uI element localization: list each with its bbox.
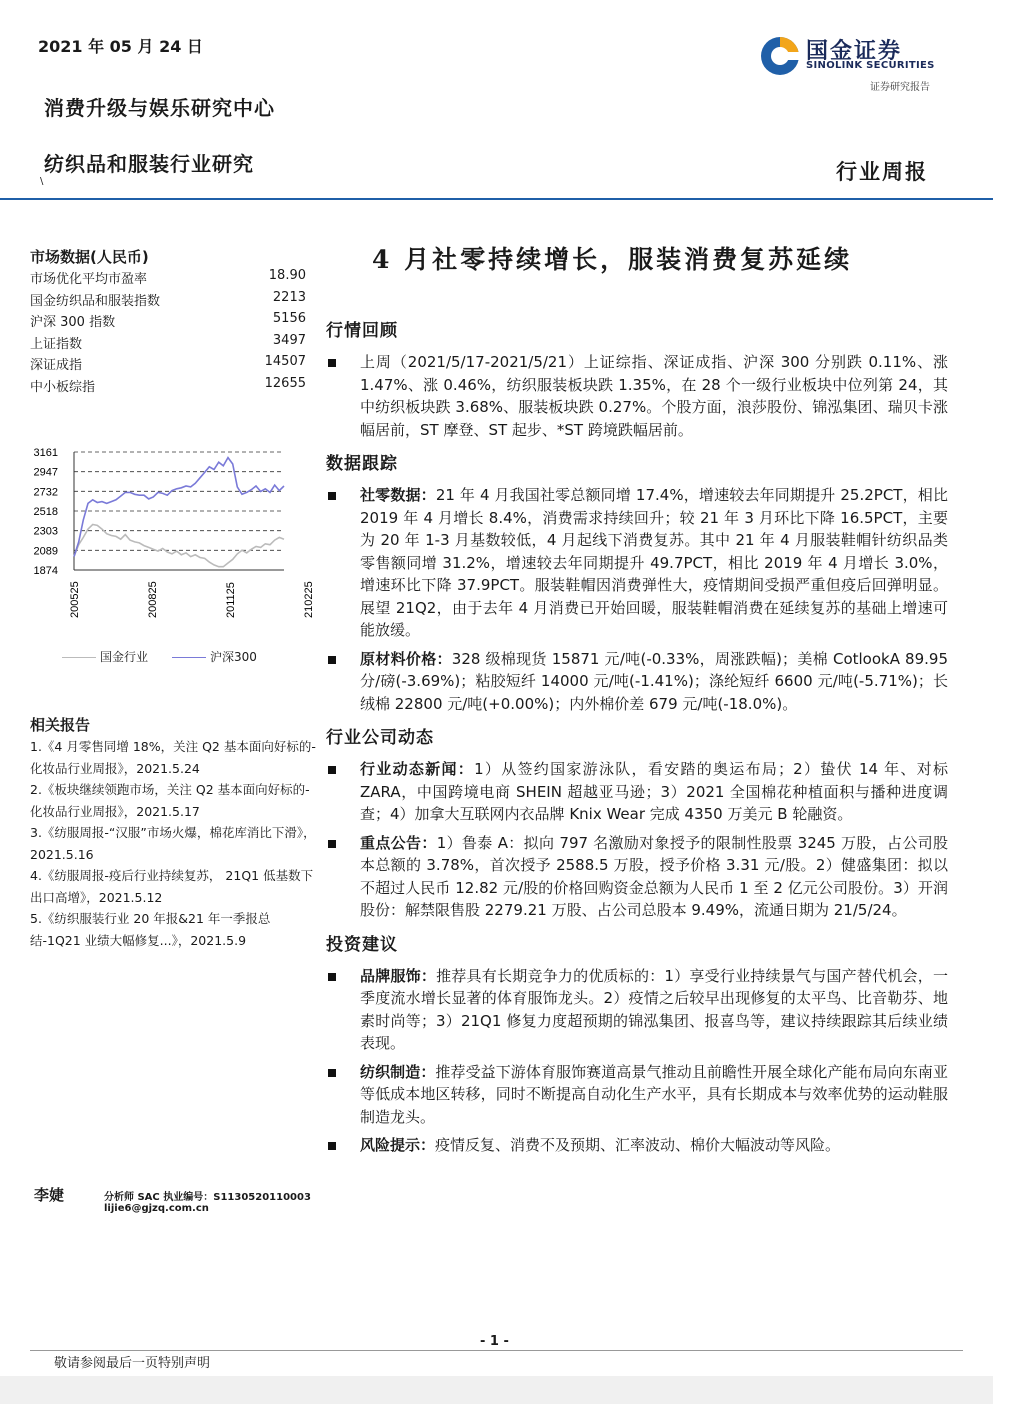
market-data-value: 3497 [272,332,306,348]
related-report-item[interactable]: 5.《纺织服装行业 20 年报&21 年一季报总结-1Q21 业绩大幅修复...》，2021.5.9 [30,911,271,948]
analyst-name: 李婕 [34,1186,65,1204]
bullet-paragraph: 纺织制造：推荐受益下游体育服饰赛道高景气推动且前瞻性开展全球化产能布局向东南亚等低成本地区转移，同时不断提高自动化生产水平，具有长期成本与效率优势的运动鞋服制造龙头。 [326,1061,948,1129]
market-data-row [30,311,306,330]
chart-legend [62,648,257,665]
market-data-value: 14507 [264,354,306,369]
report-title: 4 月社零持续增长，服装消费复苏延续 [372,245,853,274]
logo-english: SINOLINK SECURITIES [806,60,935,71]
footer-divider [30,1350,963,1351]
footer-disclaimer: 敬请参阅最后一页特别声明 [54,1356,211,1371]
bottom-band [0,1376,993,1404]
y-tick-label: 3161 [33,447,58,459]
analyst-email[interactable]: lijie6@gjzq.com.cn [104,1203,209,1214]
market-data-title: 市场数据(人民币) [30,248,149,266]
bullet-paragraph: 社零数据：21 年 4 月我国社零总额同增 17.4%，增速较去年同期提升 25.2PCT，相比 2019 年 4 月增长 8.4%，消费需求持续回升；较 21 年 3 月环比下降 16.5PCT，主要为 20 年 1-3 月基数较低，4 月起线下消费复苏。其中 21 年 4 月服装鞋帽针纺织品类零售额同增 31.2%，增速较去年同期提升 49.7PCT，相比 2019 年 4 月增长 3.0%，增速环比下降 37.9PCT。服装鞋帽因消费弹性大，疫情期间受损严重但疫后回弹明显。展望 21Q2，由于去年 4 月消费已开始回暖，服装鞋帽消费在延续复苏的基础上增速可能放缓。 [326,484,948,642]
market-data-row [30,376,306,395]
market-data-label: 市场优化平均市盈率 [30,272,148,287]
y-tick-label: 2947 [33,466,58,479]
y-tick-label: 2303 [33,525,58,538]
logo-chinese: 国金证券 [806,39,903,64]
page-number: - 1 - [480,1334,509,1349]
section-title: 行业公司动态 [326,728,434,748]
bullet-paragraph: 行业动态新闻：1）从签约国家游泳队，看安踏的奥运布局；2）蛰伏 14 年、对标 ZARA，中国跨境电商 SHEIN 超越亚马逊；3）2021 全国棉花种植面积与播种进度调查；4）加拿大互联网内衣品牌 Knix Wear 完成 4350 万美元 B 轮融资。 [326,758,948,826]
legend-item-industry: 国金行业 [62,648,148,665]
bullet-paragraph: 风险提示：疫情反复、消费不及预期、汇率波动、棉价大幅波动等风险。 [326,1134,948,1157]
market-data-row [30,290,306,309]
section-title: 投资建议 [326,934,398,955]
section-title: 数据跟踪 [326,454,398,474]
logo-mark-icon [758,34,806,82]
market-data-value: 18.90 [268,268,306,283]
market-data-value: 5156 [272,311,306,326]
market-data-value: 2213 [272,289,306,305]
report-date: 2021 年 05 月 24 日 [38,37,203,56]
bullet-paragraph: 重点公告：1）鲁泰 A：拟向 797 名激励对象授予的限制性股票 3245 万股，占公司股本总额的 3.78%，首次授予 2588.5 万股，授予价格 3.31 元/股。2）健盛集团：拟以不超过人民币 12.82 元/股的价格回购资金总额为人民币 1 至 2 亿元公司股份。3）开润股份：解禁限售股 2279.21 万股、占公司总股本 9.49%，流通日期为 21/5/24。 [326,832,948,922]
section-data-tracking [326,449,948,715]
market-data-label: 沪深 300 指数 [30,315,116,330]
section-title: 行情回顾 [326,321,398,341]
market-data-label: 国金纺织品和服装指数 [30,293,161,309]
market-data-row [30,354,306,373]
research-center: 消费升级与娱乐研究中心 [44,96,275,120]
index-chart-svg [22,440,315,640]
market-data-row [30,268,306,287]
related-report-item[interactable]: 4.《纺服周报-疫后行业持续复苏， 21Q1 低基数下出口高增》，2021.5.12 [30,868,314,905]
report-body [326,316,948,1163]
related-reports-list [30,736,318,951]
bullet-paragraph: 上周（2021/5/17-2021/5/21）上证综指、深证成指、沪深 300 分别跌 0.11%、涨 1.47%、涨 0.46%，纺织服装板块跌 1.35%，在 28 个一级行业板块中位列第 24，其中纺织板块跌 3.68%、服装板块跌 0.27%。个股方面，浪莎股份、锦泓集团、瑞贝卡涨幅居前，ST 摩登、ST 起步、*ST 跨境跌幅居前。 [326,351,948,441]
market-data-label: 上证指数 [30,336,83,352]
series-line-hs300 [74,458,284,557]
section-investment-advice [326,930,948,1157]
y-tick-label: 2518 [33,506,58,518]
analyst-id: 分析师 SAC 执业编号：S1130520110003 [104,1192,311,1203]
y-tick-label: 2089 [33,545,58,558]
market-data-label: 中小板综指 [30,379,96,395]
industry-name: 纺织品和服装行业研究 [44,152,254,176]
x-tick-label: 210225 [303,581,315,618]
header-divider [0,198,993,200]
bullet-paragraph: 原材料价格：328 级棉现货 15871 元/吨(-0.33%，周涨跌幅)；美棉 CotlookA 89.95 分/磅(-3.69%)；粘胶短纤 14000 元/吨(-1.41%)；涤纶短纤 6600 元/吨(-5.71%)；长绒棉 22800 元/吨(+0.00%)；内外棉价差 679 元/吨(-18.0%)。 [326,648,948,716]
section-company-news [326,723,948,922]
legend-item-hs300: 沪深300 [172,648,257,665]
x-tick-label: 201125 [225,582,237,618]
report-type: 行业周报 [836,159,928,184]
stray-mark: \ [40,176,44,187]
related-report-item[interactable]: 1.《4 月零售同增 18%，关注 Q2 基本面向好标的-化妆品行业周报》，2021.5.24 [30,739,316,776]
section-market-review [326,316,948,441]
x-tick-label: 200825 [147,581,159,618]
x-tick-label: 200525 [69,581,81,618]
related-report-item[interactable]: 3.《纺服周报-“汉服”市场火爆，棉花库消比下滑》，2021.5.16 [30,825,316,862]
market-data-row [30,333,306,352]
market-data-label: 深证成指 [30,358,83,373]
y-tick-label: 1874 [33,565,58,577]
market-data-value: 12655 [264,375,306,391]
bullet-paragraph: 品牌服饰：推荐具有长期竞争力的优质标的：1）享受行业持续景气与国产替代机会，一季度流水增长显著的体育服饰龙头。2）疫情之后较早出现修复的太平鸟、比音勒芬、地素时尚等；3）21Q1 修复力度超预期的锦泓集团、报喜鸟等，建议持续跟踪其后续业绩表现。 [326,965,948,1055]
related-report-item[interactable]: 2.《板块继续领跑市场，关注 Q2 基本面向好标的-化妆品行业周报》，2021.5.17 [30,782,310,819]
related-reports-title: 相关报告 [30,716,91,734]
index-chart [22,440,315,680]
y-tick-label: 2732 [33,486,58,499]
logo-subtitle: 证券研究报告 [870,82,930,93]
